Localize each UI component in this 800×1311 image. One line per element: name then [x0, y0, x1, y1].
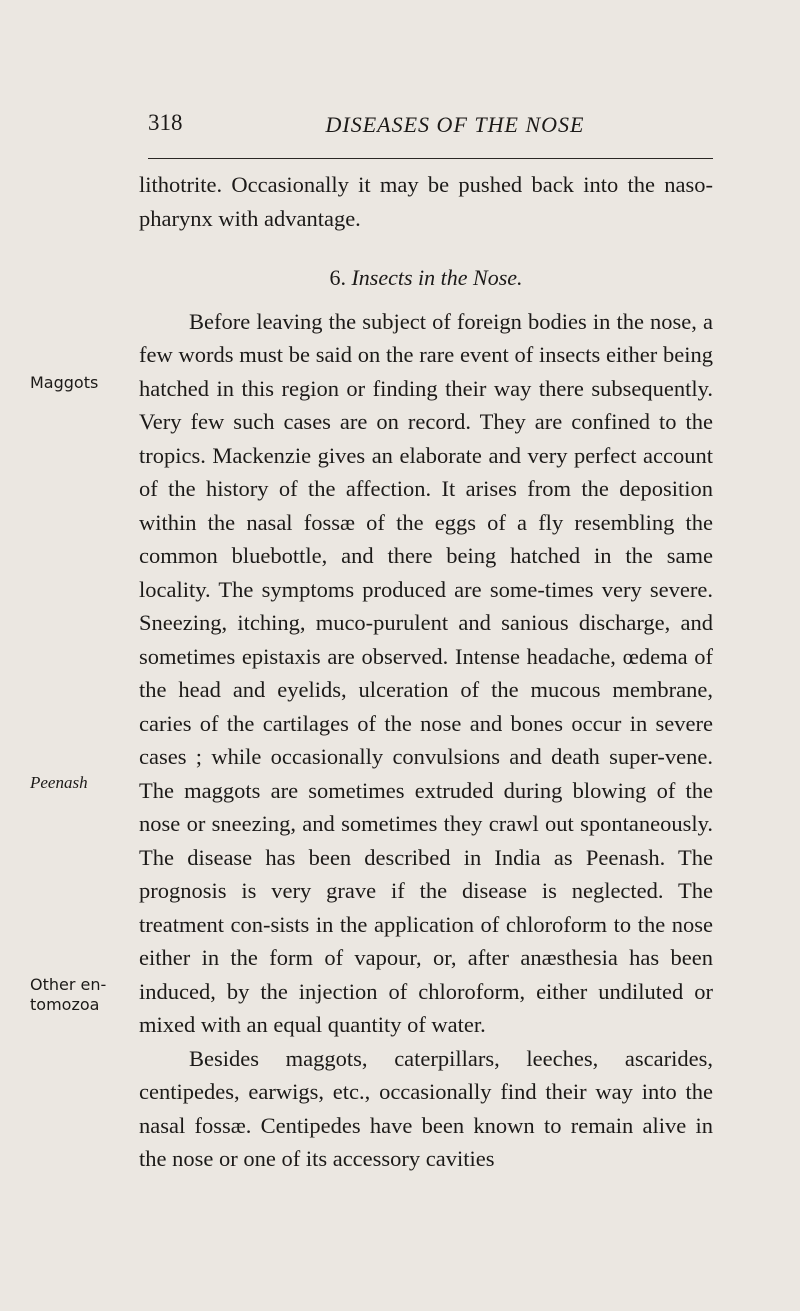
- paragraph-maggots: Before leaving the subject of foreign bodies in the nose, a few words must be said on the rare event of insects either being hatched in this region or finding their way there subsequently. Very few such cases are on record. They are confined to the tropics. Mackenzie gives an elaborate and very perfect account of the history of the affection. It arises from the deposition within the nasal fossæ of the eggs of a fly resembling the common bluebottle, and there being hatched in the same locality. The symptoms produced are some-times very severe. Sneezing, itching, muco-purulent and sanious discharge, and sometimes epistaxis are observed. Intense headache, œdema of the head and eyelids, ulceration of the mucous membrane, caries of the cartilages of the nose and bones occur in severe cases ; while occasionally convulsions and death super-vene. The maggots are sometimes extruded during blowing of the nose or sneezing, and sometimes they crawl out spontaneously. The disease has been described in India as Peenash. The prognosis is very grave if the disease is neglected. The treatment con-sists in the application of chloroform to the nose either in the form of vapour, or, after anæsthesia has been induced, by the injection of chloroform, either undiluted or mixed with an equal quantity of water.: [139, 308, 713, 1037]
- body-text: [139, 168, 713, 1176]
- page-number: 318: [148, 110, 183, 135]
- opening-paragraph: lithotrite. Occasionally it may be pushed back into the naso-pharynx with advantage.: [139, 172, 713, 231]
- running-head: [148, 110, 708, 146]
- running-title: DISEASES OF THE NOSE: [325, 112, 585, 137]
- margin-note-other-entozoa: Other en-tomozoa: [30, 975, 107, 1014]
- section-heading: [139, 261, 713, 295]
- section-title: Insects in the Nose.: [351, 265, 523, 290]
- header-rule: [148, 158, 713, 159]
- margin-note-maggots: Maggots: [30, 373, 99, 392]
- paragraph-other-entozoa: Besides maggots, caterpillars, leeches, ascarides, centipedes, earwigs, etc., occasionally find their way into the nasal fossæ. Centipedes have been known to remain alive in the nose or one of its accessory cavities: [139, 1045, 713, 1171]
- margin-note-peenash: Peenash: [30, 773, 88, 792]
- section-number: 6.: [329, 265, 346, 290]
